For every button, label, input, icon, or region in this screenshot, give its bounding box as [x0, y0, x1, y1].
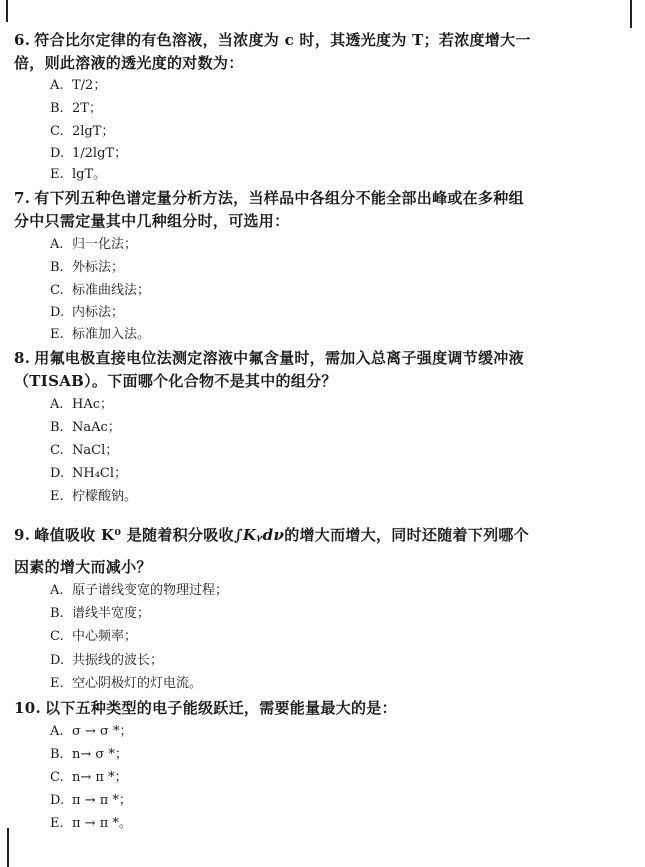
option-10c	[50, 769, 128, 787]
option-letter: C.	[50, 770, 64, 785]
option-7b	[50, 259, 124, 277]
question-text: 的增大而增大，同时还随着下列哪个	[284, 526, 529, 544]
option-9e	[50, 675, 202, 693]
option-8c	[50, 442, 118, 460]
option-letter: B.	[50, 420, 64, 435]
option-text: 归一化法；	[72, 237, 138, 252]
question-text: 以下五种类型的电子能级跃迁，需要能量最大的是：	[45, 699, 397, 717]
question-6-line-1	[14, 29, 632, 52]
option-letter: B.	[50, 101, 64, 116]
option-text: 标准加入法。	[72, 327, 151, 342]
question-text: 符合比尔定律的有色溶液，当浓度为 c 时，其透光度为 T；若浓度增大一	[34, 31, 531, 49]
question-text: 倍，则此溶液的透光度的对数为：	[14, 54, 244, 72]
option-6e	[50, 166, 106, 184]
option-letter: E.	[50, 167, 64, 182]
option-text: 中心频率；	[72, 629, 138, 644]
question-7-line-2	[14, 210, 632, 233]
option-7e	[50, 326, 150, 344]
question-text: 有下列五种色谱定量分析方法，当样品中各组分不能全部出峰或在多种组	[34, 189, 524, 207]
option-letter: B.	[50, 747, 64, 762]
question-text: （TISAB）。下面哪个化合物不是其中的组分？	[14, 372, 337, 390]
option-9c	[50, 628, 137, 646]
option-text: 标准曲线法；	[72, 283, 151, 298]
option-letter: A.	[50, 78, 64, 93]
option-letter: E.	[50, 816, 64, 831]
question-10-line-1	[14, 697, 632, 720]
option-letter: D.	[50, 653, 65, 668]
question-7-line-1	[14, 187, 632, 210]
option-letter: B.	[50, 260, 64, 275]
option-text: π → π *；	[72, 793, 132, 808]
option-10a	[50, 723, 133, 741]
option-letter: C.	[50, 283, 64, 298]
option-text: T/2；	[72, 78, 107, 93]
question-text: 分中只需定量其中几种组分时，可选用：	[14, 212, 290, 230]
option-letter: E.	[50, 676, 64, 691]
option-letter: C.	[50, 443, 64, 458]
question-number: 10.	[14, 699, 41, 717]
question-text: 峰值吸收 K⁰ 是随着积分吸收	[34, 526, 234, 544]
option-9d	[50, 652, 163, 670]
option-letter: A.	[50, 724, 64, 739]
option-9b	[50, 605, 150, 623]
option-text: 2T；	[72, 101, 102, 116]
option-6d	[50, 145, 127, 163]
question-number: 7.	[14, 189, 31, 207]
option-letter: E.	[50, 327, 64, 342]
option-text: 原子谱线变宽的物理过程；	[72, 583, 229, 598]
option-text: 内标法；	[72, 305, 125, 320]
question-text: 用氟电极直接电位法测定溶液中氟含量时，需加入总离子强度调节缓冲液	[34, 349, 524, 367]
question-6-line-2	[14, 52, 632, 75]
option-text: NH₄Cl；	[72, 466, 128, 481]
option-text: 柠檬酸钠。	[72, 489, 138, 504]
option-letter: D.	[50, 305, 65, 320]
option-text: 2lgT；	[72, 124, 115, 139]
option-letter: C.	[50, 124, 64, 139]
option-text: n→ π *；	[72, 770, 128, 785]
option-text: π → π *。	[72, 816, 132, 831]
option-8e	[50, 488, 137, 506]
margin-line-bottom-left	[7, 828, 9, 867]
option-letter: A.	[50, 237, 64, 252]
option-text: NaAc；	[72, 420, 121, 435]
option-letter: C.	[50, 629, 64, 644]
question-9-line-1	[14, 524, 632, 547]
question-text: 因素的增大而减小？	[14, 558, 152, 576]
option-text: NaCl；	[72, 443, 119, 458]
option-6c	[50, 123, 114, 141]
margin-line-top-right	[630, 0, 632, 28]
question-number: 9.	[14, 526, 31, 544]
option-7a	[50, 236, 137, 254]
option-letter: E.	[50, 489, 64, 504]
margin-line-top-left	[6, 0, 8, 22]
option-text: 1/2lgT；	[72, 146, 128, 161]
option-10e	[50, 815, 132, 833]
question-number: 8.	[14, 349, 31, 367]
option-text: 外标法；	[72, 260, 125, 275]
option-text: 谱线半宽度；	[72, 606, 151, 621]
question-8-line-2	[14, 370, 632, 393]
option-letter: A.	[50, 397, 64, 412]
option-letter: D.	[50, 793, 65, 808]
question-number: 6.	[14, 31, 31, 49]
option-8d	[50, 465, 127, 483]
option-10b	[50, 746, 128, 764]
option-letter: D.	[50, 466, 65, 481]
option-text: HAc；	[72, 397, 114, 412]
option-6a	[50, 77, 106, 95]
option-letter: A.	[50, 583, 64, 598]
option-9a	[50, 582, 228, 600]
question-8-line-1	[14, 347, 632, 370]
integral-expression: ∫Kᵧdν	[233, 526, 285, 544]
option-text: 空心阴极灯的灯电流。	[72, 676, 203, 691]
option-text: 共振线的波长；	[72, 653, 164, 668]
option-text: lgT。	[72, 167, 107, 182]
question-9-line-2	[14, 556, 632, 579]
option-10d	[50, 792, 132, 810]
option-letter: D.	[50, 146, 65, 161]
option-8b	[50, 419, 121, 437]
option-letter: B.	[50, 606, 64, 621]
option-text: n→ σ *；	[72, 747, 128, 762]
option-7c	[50, 282, 150, 300]
option-8a	[50, 396, 113, 414]
option-text: σ → σ *；	[72, 724, 133, 739]
option-6b	[50, 100, 102, 118]
option-7d	[50, 304, 124, 322]
